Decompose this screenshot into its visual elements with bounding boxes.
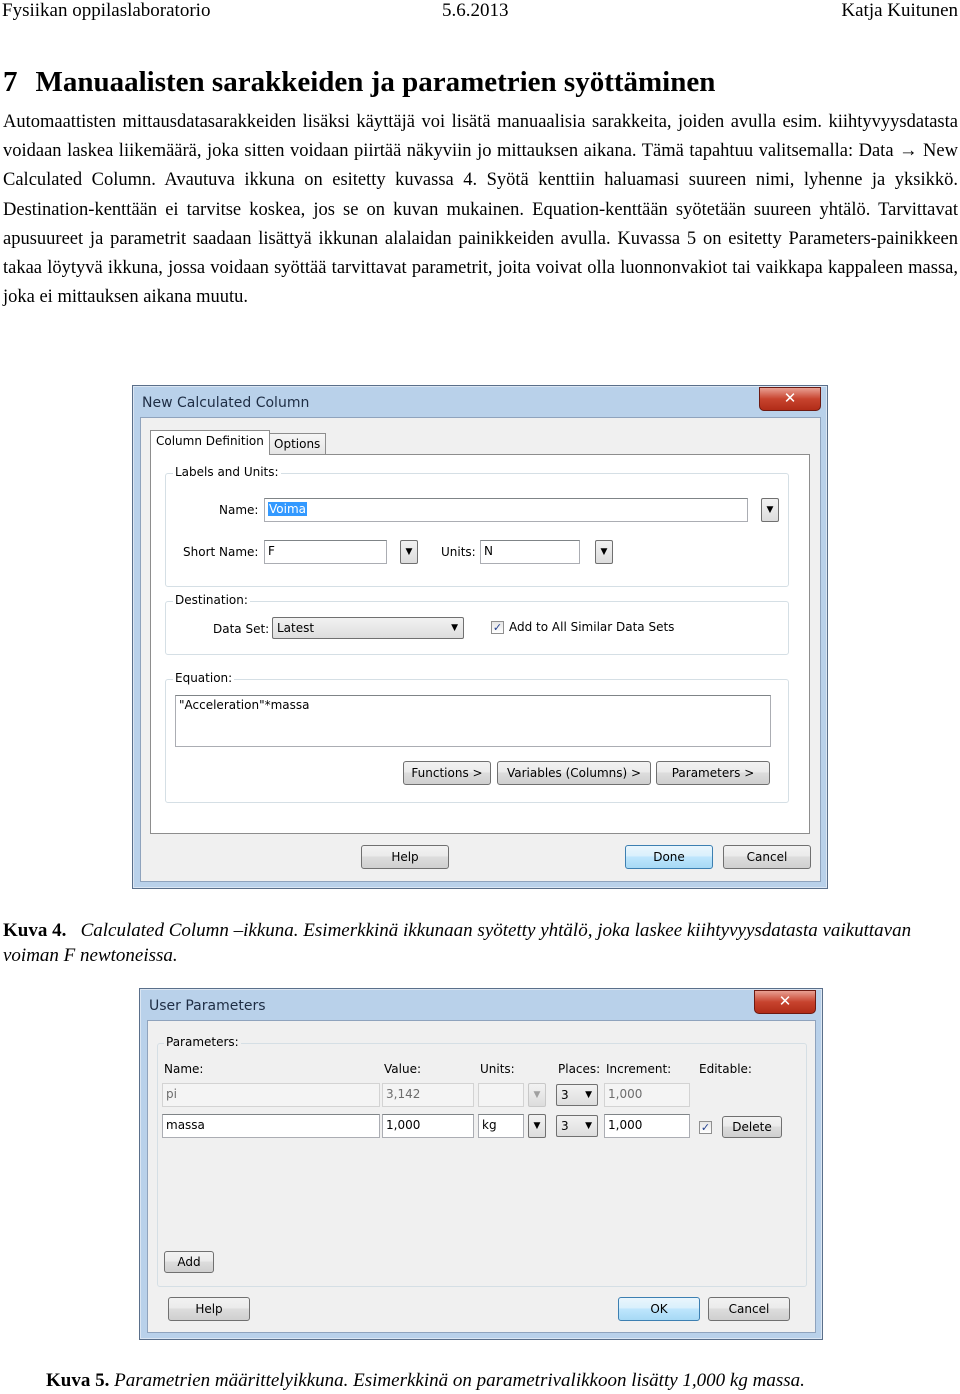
units-label: Units: [441, 545, 476, 559]
cancel-button[interactable]: Cancel [708, 1297, 790, 1321]
help-button[interactable]: Help [361, 845, 449, 869]
labels-units-label: Labels and Units: [175, 465, 279, 479]
param-editable-checkbox[interactable]: ✓ [700, 1121, 711, 1134]
chevron-down-icon: ▼ [585, 1090, 592, 1100]
equation-input[interactable]: "Acceleration"*massa [175, 695, 771, 747]
page-header [0, 0, 960, 24]
param-value-input[interactable]: 1,000 [382, 1114, 474, 1138]
name-label: Name: [219, 503, 259, 517]
parameters-group [157, 1043, 807, 1287]
column-header-editable: Editable: [699, 1062, 752, 1076]
dialog-client [140, 417, 821, 882]
short-name-dropdown-button[interactable]: ▼ [400, 540, 418, 564]
param-increment-input[interactable]: 1,000 [604, 1083, 690, 1107]
equation-label: Equation: [175, 671, 233, 685]
column-header-name: Name: [164, 1062, 204, 1076]
short-name-input[interactable]: F [264, 540, 387, 564]
section-number: 7 [3, 66, 18, 98]
parameters-group-label: Parameters: [166, 1035, 239, 1049]
param-units-input[interactable] [478, 1083, 524, 1107]
units-dropdown-button[interactable]: ▼ [595, 540, 613, 564]
caption-text: Parametrien määrittelyikkuna. Esimerkkinä on parametrivalikkoon lisätty 1,000 kg massa. [114, 1370, 805, 1391]
chevron-down-icon: ▼ [585, 1121, 592, 1131]
param-name-input[interactable]: massa [162, 1114, 380, 1138]
param-name-input[interactable]: pi [162, 1083, 380, 1107]
caption-text: Calculated Column –ikkuna. Esimerkkinä ikkunaan syötetty yhtälö, joka laskee kiihtyvyysdatasta vaikuttavan voiman F newtoneissa. [3, 920, 912, 966]
add-similar-label: Add to All Similar Data Sets [509, 620, 675, 634]
dialog-title: New Calculated Column [142, 395, 310, 411]
close-button[interactable]: ✕ [759, 387, 821, 411]
header-author: Katja Kuitunen [841, 0, 958, 21]
param-value-input[interactable]: 3,142 [382, 1083, 474, 1107]
functions-button[interactable]: Functions > [403, 761, 491, 785]
param-units-dropdown-button[interactable]: ▼ [528, 1114, 546, 1138]
caption-label: Kuva 5. [46, 1370, 110, 1391]
column-header-increment: Increment: [606, 1062, 672, 1076]
ok-button[interactable]: OK [618, 1297, 700, 1321]
column-header-units: Units: [480, 1062, 515, 1076]
param-increment-input[interactable]: 1,000 [604, 1114, 690, 1138]
dialog-title: User Parameters [149, 998, 266, 1014]
units-input[interactable]: N [480, 540, 580, 564]
data-set-select[interactable]: Latest ▼ [272, 617, 464, 639]
delete-button[interactable]: Delete [722, 1116, 782, 1138]
cancel-button[interactable]: Cancel [723, 845, 811, 869]
header-date: 5.6.2013 [442, 0, 509, 21]
new-calculated-column-dialog [132, 385, 828, 889]
add-button[interactable]: Add [164, 1251, 214, 1273]
param-units-input[interactable]: kg [478, 1114, 524, 1138]
data-set-label: Data Set: [213, 622, 270, 636]
header-left: Fysiikan oppilaslaboratorio [2, 0, 211, 21]
figure-caption-5 [46, 1368, 946, 1393]
param-places-select[interactable]: 3 ▼ [556, 1084, 598, 1106]
param-places-select[interactable]: 3 ▼ [556, 1115, 598, 1137]
param-units-dropdown-button[interactable]: ▼ [528, 1083, 546, 1107]
user-parameters-dialog [139, 988, 823, 1340]
tab-column-definition[interactable]: Column Definition [150, 430, 270, 455]
done-button[interactable]: Done [625, 845, 713, 869]
short-name-label: Short Name: [183, 545, 259, 559]
name-input[interactable]: Voima [264, 498, 748, 522]
column-header-value: Value: [384, 1062, 421, 1076]
chevron-down-icon: ▼ [451, 623, 458, 633]
figure-caption-4 [3, 918, 958, 968]
body-paragraph: Automaattisten mittausdatasarakkeiden lisäksi käyttäjä voi lisätä manuaalisia sarakkeita, joiden avulla esim. kiihtyvyysdatasta voidaan laskea liikemäärä, joka sitten voidaan piirtää näkyviin jo mittauksen aikana. Tämä tapahtuu valitsemalla: Data → New Calculated Column. Avautuva ikkuna on esitetty kuvassa 4. Syötä kenttiin haluamasi suureen nimi, lyhenne ja yksikkö. Destination-kenttään ei tarvitse koskea, jos se on kuvan mukainen. Equation-kenttään syötetään suureen yhtälö. Tarvittavat apusuureet ja parametrit saadaan lisättyä ikkunan alalaidan painikkeiden avulla. Kuvassa 5 on esitetty Parameters-painikkeen takaa löytyvä ikkuna, jossa voidaan syöttää tarvittavat parametrit, joita voivat olla luonnonvakiot tai vaikkapa kappaleen massa, joka ei mittauksen aikana muutu. [3, 112, 958, 308]
labels-units-group [165, 473, 789, 587]
caption-label: Kuva 4. [3, 920, 67, 941]
section-heading [3, 66, 715, 99]
section-title: Manuaalisten sarakkeiden ja parametrien syöttäminen [35, 66, 716, 98]
add-similar-checkbox[interactable]: ✓ [492, 621, 503, 634]
help-button[interactable]: Help [168, 1297, 250, 1321]
name-dropdown-button[interactable]: ▼ [761, 498, 779, 522]
dialog-client [147, 1020, 816, 1333]
parameters-button[interactable]: Parameters > [656, 761, 770, 785]
variables-button[interactable]: Variables (Columns) > [497, 761, 651, 785]
close-button[interactable]: ✕ [754, 990, 816, 1014]
destination-label: Destination: [175, 593, 248, 607]
column-header-places: Places: [558, 1062, 601, 1076]
tab-panel [150, 454, 810, 834]
tab-options[interactable]: Options [268, 433, 326, 455]
